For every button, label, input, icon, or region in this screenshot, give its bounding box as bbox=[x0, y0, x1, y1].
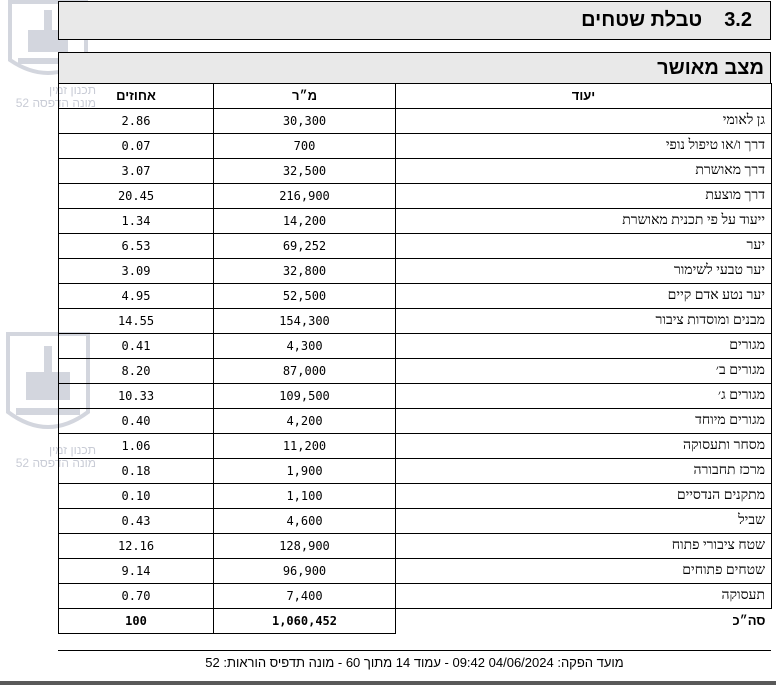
table-row bbox=[59, 159, 772, 184]
row-percent: 0.70 bbox=[59, 584, 214, 609]
row-percent: 4.95 bbox=[59, 284, 214, 309]
section-header bbox=[58, 1, 771, 40]
row-purpose: ייעוד על פי תכנית מאושרת bbox=[396, 209, 772, 234]
row-purpose: גן לאומי bbox=[396, 109, 772, 134]
row-area: 96,900 bbox=[214, 559, 396, 584]
status-title: מצב מאושר bbox=[657, 56, 764, 79]
row-percent: 8.20 bbox=[59, 359, 214, 384]
table-row bbox=[59, 459, 772, 484]
table-row bbox=[59, 234, 772, 259]
row-area: 14,200 bbox=[214, 209, 396, 234]
row-purpose: שביל bbox=[396, 509, 772, 534]
row-purpose: תעסוקה bbox=[396, 584, 772, 609]
row-percent: 20.45 bbox=[59, 184, 214, 209]
table-row bbox=[59, 359, 772, 384]
watermark-line1: תכנון זמין bbox=[49, 83, 96, 97]
row-purpose: מרכז תחבורה bbox=[396, 459, 772, 484]
row-area: 87,000 bbox=[214, 359, 396, 384]
row-area: 4,300 bbox=[214, 334, 396, 359]
row-purpose: יער נטע אדם קיים bbox=[396, 284, 772, 309]
table-row bbox=[59, 509, 772, 534]
row-percent: 1.06 bbox=[59, 434, 214, 459]
footer-divider bbox=[58, 650, 771, 651]
table-row bbox=[59, 284, 772, 309]
table-row bbox=[59, 534, 772, 559]
row-purpose: מגורים ב׳ bbox=[396, 359, 772, 384]
table-row bbox=[59, 209, 772, 234]
table-row bbox=[59, 409, 772, 434]
row-area: 32,800 bbox=[214, 259, 396, 284]
row-area: 7,400 bbox=[214, 584, 396, 609]
watermark-line1: תכנון זמין bbox=[49, 443, 96, 457]
row-percent: 3.09 bbox=[59, 259, 214, 284]
table-body bbox=[59, 109, 772, 609]
watermark-line2: מונה הדפסה 52 bbox=[15, 96, 96, 110]
row-area: 1,100 bbox=[214, 484, 396, 509]
row-percent: 0.40 bbox=[59, 409, 214, 434]
table-row bbox=[59, 584, 772, 609]
row-percent: 14.55 bbox=[59, 309, 214, 334]
row-percent: 6.53 bbox=[59, 234, 214, 259]
row-percent: 0.41 bbox=[59, 334, 214, 359]
row-area: 4,200 bbox=[214, 409, 396, 434]
row-area: 32,500 bbox=[214, 159, 396, 184]
row-percent: 1.34 bbox=[59, 209, 214, 234]
table-row bbox=[59, 334, 772, 359]
watermark-line2: מונה הדפסה 52 bbox=[15, 456, 96, 470]
row-purpose: מתקנים הנדסיים bbox=[396, 484, 772, 509]
section-title: טבלת שטחים bbox=[581, 9, 703, 31]
row-purpose: מבנים ומוסדות ציבור bbox=[396, 309, 772, 334]
row-percent: 10.33 bbox=[59, 384, 214, 409]
table-row bbox=[59, 109, 772, 134]
row-purpose: מגורים מיוחד bbox=[396, 409, 772, 434]
row-area: 109,500 bbox=[214, 384, 396, 409]
table-row bbox=[59, 184, 772, 209]
row-purpose: מגורים bbox=[396, 334, 772, 359]
total-percent: 100 bbox=[59, 609, 214, 634]
table-row bbox=[59, 309, 772, 334]
row-area: 128,900 bbox=[214, 534, 396, 559]
table-row bbox=[59, 559, 772, 584]
row-area: 30,300 bbox=[214, 109, 396, 134]
row-area: 700 bbox=[214, 134, 396, 159]
row-purpose: שטח ציבורי פתוח bbox=[396, 534, 772, 559]
table-header-row bbox=[59, 84, 772, 109]
header-area: מ״ר bbox=[214, 84, 396, 109]
row-area: 4,600 bbox=[214, 509, 396, 534]
row-percent: 0.07 bbox=[59, 134, 214, 159]
table-row bbox=[59, 259, 772, 284]
row-purpose: מסחר ותעסוקה bbox=[396, 434, 772, 459]
row-purpose: יער טבעי לשימור bbox=[396, 259, 772, 284]
total-area: 1,060,452 bbox=[214, 609, 396, 634]
bottom-bar bbox=[0, 681, 776, 685]
row-area: 1,900 bbox=[214, 459, 396, 484]
table-row bbox=[59, 484, 772, 509]
row-area: 154,300 bbox=[214, 309, 396, 334]
row-area: 216,900 bbox=[214, 184, 396, 209]
table-row bbox=[59, 384, 772, 409]
row-percent: 12.16 bbox=[59, 534, 214, 559]
row-area: 11,200 bbox=[214, 434, 396, 459]
row-percent: 0.18 bbox=[59, 459, 214, 484]
row-percent: 2.86 bbox=[59, 109, 214, 134]
row-area: 52,500 bbox=[214, 284, 396, 309]
total-row bbox=[59, 609, 772, 634]
row-percent: 3.07 bbox=[59, 159, 214, 184]
header-purpose: יעוד bbox=[396, 84, 772, 109]
row-percent: 9.14 bbox=[59, 559, 214, 584]
row-percent: 0.43 bbox=[59, 509, 214, 534]
row-percent: 0.10 bbox=[59, 484, 214, 509]
section-number: 3.2 bbox=[724, 9, 752, 31]
table-row bbox=[59, 134, 772, 159]
row-purpose: מגורים ג׳ bbox=[396, 384, 772, 409]
row-purpose: שטחים פתוחים bbox=[396, 559, 772, 584]
row-purpose: יער bbox=[396, 234, 772, 259]
status-header bbox=[58, 52, 771, 83]
row-purpose: דרך מוצעת bbox=[396, 184, 772, 209]
total-label: סה״כ bbox=[732, 613, 766, 629]
areas-table bbox=[58, 83, 772, 634]
footer-text: מועד הפקה: 04/06/2024 09:42 - עמוד 14 מתוך 60 - מונה תדפיס הוראות: 52 bbox=[205, 655, 624, 670]
row-area: 69,252 bbox=[214, 234, 396, 259]
table-row bbox=[59, 434, 772, 459]
header-percent: אחוזים bbox=[59, 84, 214, 109]
row-purpose: דרך מאושרת bbox=[396, 159, 772, 184]
row-purpose: דרך ו/או טיפול נופי bbox=[396, 134, 772, 159]
